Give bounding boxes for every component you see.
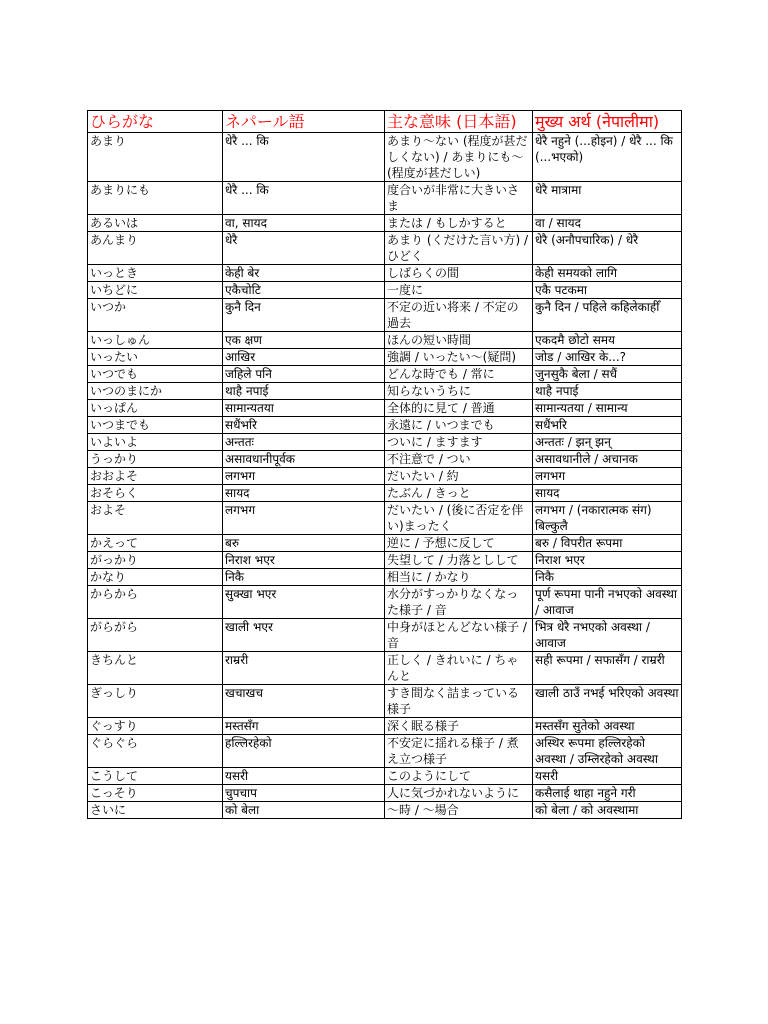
cell-hiragana: いつのまにか bbox=[88, 383, 223, 400]
cell-nepali: अन्ततः bbox=[223, 434, 385, 451]
cell-hiragana: おおよそ bbox=[88, 468, 223, 485]
cell-meaning-nepali: अन्ततः / झन् झन् bbox=[533, 434, 682, 451]
cell-meaning-japanese: 知らないうちに bbox=[385, 383, 533, 400]
cell-meaning-nepali: धेरै मात्रामा bbox=[533, 182, 682, 215]
cell-nepali: वा, सायद bbox=[223, 215, 385, 232]
cell-nepali: सायद bbox=[223, 485, 385, 502]
cell-meaning-japanese: 相当に / かなり bbox=[385, 569, 533, 586]
table-row bbox=[88, 468, 682, 485]
cell-hiragana: いっぱん bbox=[88, 400, 223, 417]
table-row bbox=[88, 451, 682, 468]
cell-nepali: सामान्यतया bbox=[223, 400, 385, 417]
cell-nepali: हल्लिरहेको bbox=[223, 735, 385, 768]
header-nepali: ネパール語 bbox=[223, 111, 385, 133]
table-row bbox=[88, 434, 682, 451]
table-row bbox=[88, 282, 682, 299]
table-row bbox=[88, 768, 682, 785]
table-row bbox=[88, 619, 682, 652]
table-row bbox=[88, 785, 682, 802]
table-row bbox=[88, 366, 682, 383]
header-row bbox=[88, 111, 682, 133]
cell-nepali: एकैचोटि bbox=[223, 282, 385, 299]
cell-hiragana: いったい bbox=[88, 349, 223, 366]
cell-meaning-japanese: 正しく / きれいに / ちゃんと bbox=[385, 652, 533, 685]
cell-hiragana: こうして bbox=[88, 768, 223, 785]
table-row bbox=[88, 586, 682, 619]
cell-meaning-nepali: सधैंभरि bbox=[533, 417, 682, 434]
cell-nepali: जहिले पनि bbox=[223, 366, 385, 383]
cell-nepali: बरु bbox=[223, 535, 385, 552]
cell-meaning-japanese: 不安定に揺れる様子 / 煮え立つ様子 bbox=[385, 735, 533, 768]
cell-nepali: निराश भएर bbox=[223, 552, 385, 569]
cell-meaning-nepali: धेरै नहुने (...होइन) / धेरै ... कि (...भएको) bbox=[533, 133, 682, 182]
cell-meaning-japanese: 逆に / 予想に反して bbox=[385, 535, 533, 552]
cell-meaning-japanese: 人に気づかれないように bbox=[385, 785, 533, 802]
cell-hiragana: およそ bbox=[88, 502, 223, 535]
vocabulary-table bbox=[87, 110, 682, 819]
cell-hiragana: うっかり bbox=[88, 451, 223, 468]
cell-meaning-nepali: थाहै नपाई bbox=[533, 383, 682, 400]
cell-hiragana: さいに bbox=[88, 802, 223, 819]
table-row bbox=[88, 535, 682, 552]
cell-nepali: धेरै ... कि bbox=[223, 133, 385, 182]
cell-hiragana: あまり bbox=[88, 133, 223, 182]
cell-hiragana: からから bbox=[88, 586, 223, 619]
cell-hiragana: ぐっすり bbox=[88, 718, 223, 735]
cell-hiragana: あるいは bbox=[88, 215, 223, 232]
cell-meaning-nepali: एकै पटकमा bbox=[533, 282, 682, 299]
cell-nepali: धेरै ... कि bbox=[223, 182, 385, 215]
cell-nepali: एक क्षण bbox=[223, 332, 385, 349]
cell-hiragana: こっそり bbox=[88, 785, 223, 802]
cell-meaning-nepali: लगभग bbox=[533, 468, 682, 485]
table-row bbox=[88, 332, 682, 349]
cell-hiragana: がっかり bbox=[88, 552, 223, 569]
cell-meaning-japanese: すき間なく詰まっている様子 bbox=[385, 685, 533, 718]
cell-nepali: असावधानीपूर्वक bbox=[223, 451, 385, 468]
cell-meaning-nepali: मस्तसँग सुतेको अवस्था bbox=[533, 718, 682, 735]
cell-hiragana: あまりにも bbox=[88, 182, 223, 215]
cell-meaning-japanese: このようにして bbox=[385, 768, 533, 785]
cell-meaning-japanese: 失望して / 力落としして bbox=[385, 552, 533, 569]
cell-nepali: खाली भएर bbox=[223, 619, 385, 652]
cell-hiragana: いつでも bbox=[88, 366, 223, 383]
table-row bbox=[88, 215, 682, 232]
table-row bbox=[88, 383, 682, 400]
table-row bbox=[88, 349, 682, 366]
table-row bbox=[88, 569, 682, 586]
cell-nepali: निकै bbox=[223, 569, 385, 586]
cell-hiragana: いつまでも bbox=[88, 417, 223, 434]
table-row bbox=[88, 485, 682, 502]
cell-meaning-nepali: जोड / आखिर के...? bbox=[533, 349, 682, 366]
table-row bbox=[88, 502, 682, 535]
cell-nepali: सधैंभरि bbox=[223, 417, 385, 434]
cell-hiragana: ぐらぐら bbox=[88, 735, 223, 768]
cell-meaning-japanese: だいたい / 約 bbox=[385, 468, 533, 485]
cell-hiragana: いちどに bbox=[88, 282, 223, 299]
cell-meaning-nepali: यसरी bbox=[533, 768, 682, 785]
table-row bbox=[88, 718, 682, 735]
table-row bbox=[88, 265, 682, 282]
cell-meaning-nepali: बरु / विपरीत रूपमा bbox=[533, 535, 682, 552]
cell-meaning-nepali: असावधानीले / अचानक bbox=[533, 451, 682, 468]
cell-meaning-nepali: निकै bbox=[533, 569, 682, 586]
cell-meaning-japanese: たぶん / きっと bbox=[385, 485, 533, 502]
cell-meaning-japanese: 中身がほとんどない様子 / 音 bbox=[385, 619, 533, 652]
cell-meaning-nepali: सायद bbox=[533, 485, 682, 502]
cell-meaning-nepali: केही समयको लागि bbox=[533, 265, 682, 282]
cell-nepali: मस्तसँग bbox=[223, 718, 385, 735]
cell-hiragana: いよいよ bbox=[88, 434, 223, 451]
cell-nepali: को बेला bbox=[223, 802, 385, 819]
cell-meaning-japanese: 深く眠る様子 bbox=[385, 718, 533, 735]
cell-meaning-japanese: 〜時 / 〜場合 bbox=[385, 802, 533, 819]
cell-hiragana: かえって bbox=[88, 535, 223, 552]
table-row bbox=[88, 400, 682, 417]
table-row bbox=[88, 735, 682, 768]
cell-meaning-japanese: 一度に bbox=[385, 282, 533, 299]
cell-nepali: आखिर bbox=[223, 349, 385, 366]
cell-nepali: सुक्खा भएर bbox=[223, 586, 385, 619]
cell-meaning-nepali: एकदमै छोटो समय bbox=[533, 332, 682, 349]
cell-meaning-japanese: 不定の近い将来 / 不定の過去 bbox=[385, 299, 533, 332]
cell-hiragana: いっとき bbox=[88, 265, 223, 282]
cell-meaning-nepali: कसैलाई थाहा नहुने गरी bbox=[533, 785, 682, 802]
cell-hiragana: おそらく bbox=[88, 485, 223, 502]
cell-meaning-japanese: 永遠に / いつまでも bbox=[385, 417, 533, 434]
cell-nepali: धेरै bbox=[223, 232, 385, 265]
header-meaning-nepali: मुख्य अर्थ (नेपालीमा) bbox=[533, 111, 682, 133]
cell-nepali: खचाखच bbox=[223, 685, 385, 718]
cell-nepali: कुनै दिन bbox=[223, 299, 385, 332]
cell-meaning-japanese: 度合いが非常に大きいさま bbox=[385, 182, 533, 215]
table-row bbox=[88, 802, 682, 819]
table-row bbox=[88, 652, 682, 685]
cell-hiragana: いつか bbox=[88, 299, 223, 332]
cell-meaning-nepali: खाली ठाउँ नभई भरिएको अवस्था bbox=[533, 685, 682, 718]
cell-meaning-japanese: ついに / ますます bbox=[385, 434, 533, 451]
cell-nepali: थाहै नपाई bbox=[223, 383, 385, 400]
table-row bbox=[88, 299, 682, 332]
table-row bbox=[88, 182, 682, 215]
cell-hiragana: あんまり bbox=[88, 232, 223, 265]
cell-meaning-nepali: को बेला / को अवस्थामा bbox=[533, 802, 682, 819]
cell-meaning-japanese: しばらくの間 bbox=[385, 265, 533, 282]
cell-hiragana: きちんと bbox=[88, 652, 223, 685]
cell-meaning-japanese: 強調 / いったい〜(疑問) bbox=[385, 349, 533, 366]
cell-hiragana: いっしゅん bbox=[88, 332, 223, 349]
cell-meaning-japanese: 水分がすっかりなくなった様子 / 音 bbox=[385, 586, 533, 619]
cell-meaning-japanese: ほんの短い時間 bbox=[385, 332, 533, 349]
table-row bbox=[88, 133, 682, 182]
cell-meaning-japanese: あまり〜ない (程度が甚だしくない) / あまりにも〜 (程度が甚だしい) bbox=[385, 133, 533, 182]
cell-nepali: केही बेर bbox=[223, 265, 385, 282]
cell-meaning-nepali: अस्थिर रूपमा हल्लिरहेको अवस्था / उम्लिरहेको अवस्था bbox=[533, 735, 682, 768]
header-meaning-japanese: 主な意味 (日本語) bbox=[385, 111, 533, 133]
cell-meaning-nepali: पूर्ण रूपमा पानी नभएको अवस्था / आवाज bbox=[533, 586, 682, 619]
cell-meaning-nepali: धेरै (अनौपचारिक) / धेरै bbox=[533, 232, 682, 265]
cell-nepali: चुपचाप bbox=[223, 785, 385, 802]
cell-meaning-japanese: どんな時でも / 常に bbox=[385, 366, 533, 383]
table-row bbox=[88, 552, 682, 569]
cell-meaning-nepali: सही रूपमा / सफासँग / राम्ररी bbox=[533, 652, 682, 685]
table-row bbox=[88, 417, 682, 434]
cell-meaning-nepali: भित्र धेरै नभएको अवस्था / आवाज bbox=[533, 619, 682, 652]
cell-nepali: यसरी bbox=[223, 768, 385, 785]
cell-meaning-nepali: कुनै दिन / पहिले कहिलेकाहीँ bbox=[533, 299, 682, 332]
table-row bbox=[88, 232, 682, 265]
cell-meaning-japanese: または / もしかすると bbox=[385, 215, 533, 232]
cell-meaning-japanese: あまり (くだけた言い方) / ひどく bbox=[385, 232, 533, 265]
cell-meaning-nepali: सामान्यतया / सामान्य bbox=[533, 400, 682, 417]
cell-meaning-japanese: 全体的に見て / 普通 bbox=[385, 400, 533, 417]
cell-meaning-nepali: लगभग / (नकारात्मक संग) बिल्कुलै bbox=[533, 502, 682, 535]
table-row bbox=[88, 685, 682, 718]
cell-meaning-nepali: निराश भएर bbox=[533, 552, 682, 569]
cell-meaning-nepali: वा / सायद bbox=[533, 215, 682, 232]
cell-meaning-japanese: 不注意で / つい bbox=[385, 451, 533, 468]
cell-meaning-nepali: जुनसुकै बेला / सधैं bbox=[533, 366, 682, 383]
cell-meaning-japanese: だいたい / (後に否定を伴い)まったく bbox=[385, 502, 533, 535]
cell-hiragana: がらがら bbox=[88, 619, 223, 652]
header-hiragana: ひらがな bbox=[88, 111, 223, 133]
cell-nepali: लगभग bbox=[223, 468, 385, 485]
cell-hiragana: ぎっしり bbox=[88, 685, 223, 718]
cell-nepali: लगभग bbox=[223, 502, 385, 535]
cell-nepali: राम्ररी bbox=[223, 652, 385, 685]
cell-hiragana: かなり bbox=[88, 569, 223, 586]
